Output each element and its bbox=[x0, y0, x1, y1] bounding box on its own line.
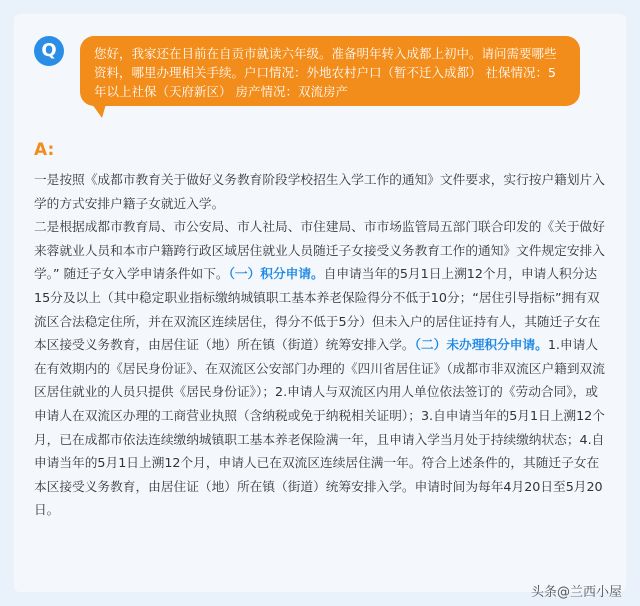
answer-paragraph-1: 一是按照《成都市教育关于做好义务教育阶段学校招生入学工作的通知》文件要求，实行按户籍划片入学的方式安排户籍子女就近入学。 bbox=[34, 172, 605, 211]
answer-label: A: bbox=[34, 140, 55, 160]
section-heading-no-points: （二）未办理积分申请。 bbox=[414, 337, 548, 353]
question-bubble bbox=[80, 36, 580, 106]
watermark bbox=[531, 581, 622, 600]
answer-paragraph-2 bbox=[34, 215, 606, 522]
answer-text: 二是根据成都市教育局、市公安局、市人社局、市住建局、市市场监管局五部门联合印发的《关于做好来蓉就业人员和本市户籍跨行政区域居住就业人员随迁子女接受义务教育工作的通知》文件规定安排入学。” 随迁子女入学申请条件如下。 bbox=[34, 219, 605, 282]
answer-text: 1.申请人在有效期内的《居民身份证》、在双流区公安部门办理的《四川省居住证》（成都市非双流区户籍到双流区居住就业的人员只提供《居民身份证》）；2.申请人与双流区内用人单位依法签订的《劳动合同》，或申请人在双流区办理的工商营业执照（含纳税或免于纳税相关证明）；3.自申请当年的5月1日上溯12个月，已在成都市依法连续缴纳城镇职工基本养老保险满一年，且申请入学当月处于持续缴纳状态；4.自申请当年的5月1日上溯12个月，申请人已在双流区连续居住满一年。符合上述条件的，其随迁子女在本区接受义务教育，由居住证（地）所在镇（街道）统筹安排入学。申请时间为每年4月20日至5月20日。 bbox=[34, 337, 605, 518]
answer-text: 自申请当年的5月1日上溯12个月，申请人积分达15分及以上（其中稳定职业指标缴纳城镇职工基本养老保险得分不低于10分；“居住引导指标”拥有双流区合法稳定住所，并在双流区连续居住，得分不低于5分）但未入户的居住证持有人，其随迁子女在本区接受义务教育，由居住证（地）所在镇（街道）统筹安排入学。 bbox=[34, 266, 601, 353]
answer-body bbox=[34, 168, 606, 522]
question-text: 您好，我家还在目前在自贡市就读六年级。准备明年转入成都上初中。请问需要哪些资料，哪里办理相关手续。户口情况：外地农村户口（暂不迁入成都） 社保情况：5年以上社保（天府新区） 房产情况：双流房产 bbox=[94, 46, 557, 99]
watermark-text: 头条@兰西小屋 bbox=[530, 585, 622, 600]
bubble-tail bbox=[92, 104, 106, 118]
question-badge: Q bbox=[34, 36, 64, 66]
section-heading-points: （一）积分申请。 bbox=[228, 266, 324, 282]
